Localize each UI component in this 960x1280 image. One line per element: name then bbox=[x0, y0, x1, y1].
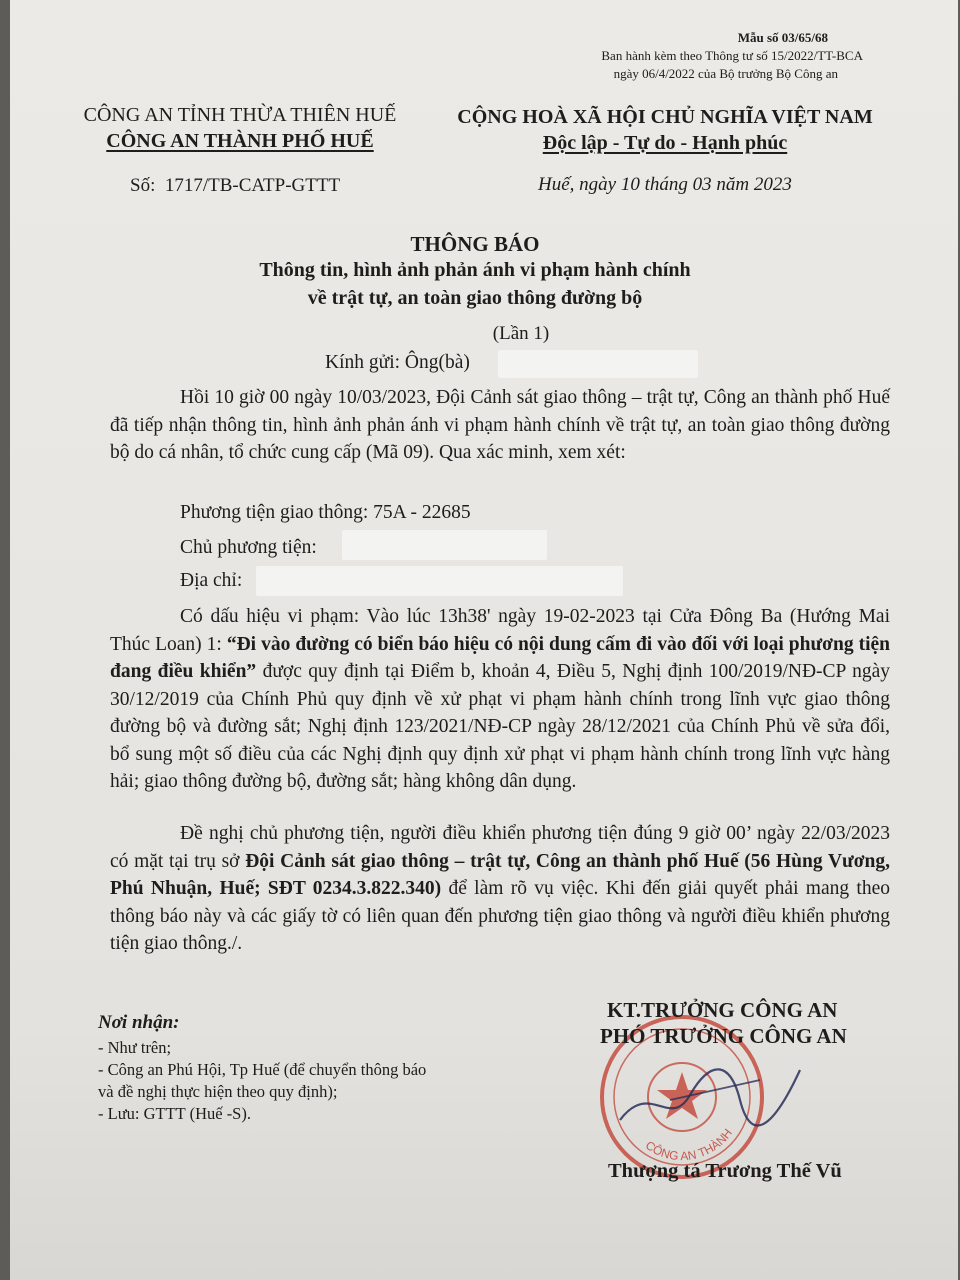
motto-text: Độc lập - Tự do - Hạnh phúc bbox=[542, 132, 788, 154]
motto bbox=[435, 132, 895, 155]
agency-name: CÔNG AN TỈNH THỪA THIÊN HUẾ bbox=[83, 104, 397, 126]
form-issued-line-1: Ban hành kèm theo Thông tư số 15/2022/TT-BCA bbox=[601, 48, 863, 63]
nation-title: CỘNG HOÀ XÃ HỘI CHỦ NGHĨA VIỆT NAM bbox=[457, 106, 873, 128]
violation-legal-basis: được quy định tại Điểm b, khoản 4, Điều 5, Nghị định 100/2019/NĐ-CP ngày 30/12/2019 của Chính Phủ quy định về xử phạt vi phạm hành chính trong lĩnh vực giao thông đường bộ và đường sắt; Nghị định 123/2021/NĐ-CP ngày 28/12/2021 của Chính Phủ về sửa đổi, bổ sung một số điều của các Nghị định quy định xử phạt vi phạm hành chính trong lĩnh vực hàng hải; giao thông đường bộ, đường sắt; hàng không dân dụng. bbox=[110, 661, 891, 792]
recipients-title: Nơi nhận: bbox=[98, 1012, 180, 1033]
request-location: Đội Cảnh sát giao thông – trật tự, Công an thành phố Huế (56 Hùng Vương, Phú Nhuận, Huế; SĐT 0234.3.822.340) bbox=[110, 850, 890, 899]
request-intro: Đề nghị chủ phương tiện, người điều khiển phương tiện đúng 9 giờ 00’ ngày 22/03/2023 có mặt tại trụ sở bbox=[110, 823, 890, 872]
place-date: Huế, ngày 10 tháng 03 năm 2023 bbox=[538, 174, 792, 195]
plate-value: 75A - 22685 bbox=[373, 502, 471, 523]
recipient-item-4: - Lưu: GTTT (Huế -S). bbox=[98, 1104, 251, 1123]
form-number: Mẫu số 03/65/68 bbox=[737, 30, 828, 45]
document-page bbox=[10, 0, 958, 1280]
paragraph-received: Hồi 10 giờ 00 ngày 10/03/2023, Đội Cảnh sát giao thông – trật tự, Công an thành phố Huế đã tiếp nhận thông tin, hình ảnh phản ánh vi phạm hành chính về trật tự, an toàn giao thông đường bộ do cá nhân, tổ chức cung cấp (Mã 09). Qua xác minh, xem xét: bbox=[110, 387, 890, 463]
document-number bbox=[130, 175, 340, 197]
recipient-item-2: - Công an Phú Hội, Tp Huế (để chuyển thông báo bbox=[98, 1060, 427, 1079]
paragraph-request bbox=[110, 820, 890, 958]
recipient-salutation: Kính gửi: Ông(bà) bbox=[325, 352, 470, 373]
notice-round: (Lần 1) bbox=[492, 323, 550, 344]
plate-label: Phương tiện giao thông: bbox=[180, 502, 369, 523]
handwritten-signature bbox=[610, 1040, 810, 1150]
doc-number-label: Số: bbox=[130, 175, 156, 196]
owner-label: Chủ phương tiện: bbox=[180, 537, 317, 558]
redacted-address bbox=[256, 566, 623, 596]
request-rest: để làm rõ vụ việc. Khi đến giải quyết phải mang theo thông báo này và các giấy tờ có liên quan đến phương tiện giao thông và người điều khiển phương tiện giao thông./. bbox=[110, 878, 890, 954]
notice-subtitle-1: Thông tin, hình ảnh phản ánh vi phạm hành chính bbox=[259, 259, 691, 281]
vehicle-plate-line bbox=[180, 502, 471, 524]
paragraph-violation bbox=[110, 603, 890, 796]
violation-intro: Có dấu hiệu vi phạm: Vào lúc 13h38' ngày 19-02-2023 tại Cửa Đông Ba (Hướng Mai Thúc Loan) 1: bbox=[110, 606, 890, 655]
doc-number-value: 1717/TB-CATP-GTTT bbox=[164, 175, 341, 196]
recipient-item-3: và đề nghị thực hiện theo quy định); bbox=[98, 1082, 338, 1101]
redacted-owner bbox=[342, 530, 547, 560]
violation-act: “Đi vào đường có biển báo hiệu có nội dung cấm đi vào đối với loại phương tiện đang điều khiển” bbox=[110, 633, 890, 682]
recipient-item-1: - Như trên; bbox=[98, 1038, 172, 1057]
form-issued-line-2: ngày 06/4/2022 của Bộ trưởng Bộ Công an bbox=[613, 66, 838, 81]
unit-name-text: CÔNG AN THÀNH PHỐ HUẾ bbox=[106, 130, 374, 152]
notice-title: THÔNG BÁO bbox=[410, 232, 540, 256]
signatory-name: Thượng tá Trương Thế Vũ bbox=[608, 1160, 842, 1182]
unit-name bbox=[70, 130, 410, 153]
signatory-title-2: PHÓ TRƯỞNG CÔNG AN bbox=[600, 1024, 847, 1048]
signatory-title-1: KT.TRƯỞNG CÔNG AN bbox=[607, 998, 838, 1022]
redacted-recipient-name bbox=[498, 350, 698, 378]
address-label: Địa chỉ: bbox=[180, 570, 243, 591]
notice-subtitle-2: về trật tự, an toàn giao thông đường bộ bbox=[307, 287, 643, 309]
stamp-text: CÔNG AN THÀNH bbox=[642, 1126, 735, 1164]
